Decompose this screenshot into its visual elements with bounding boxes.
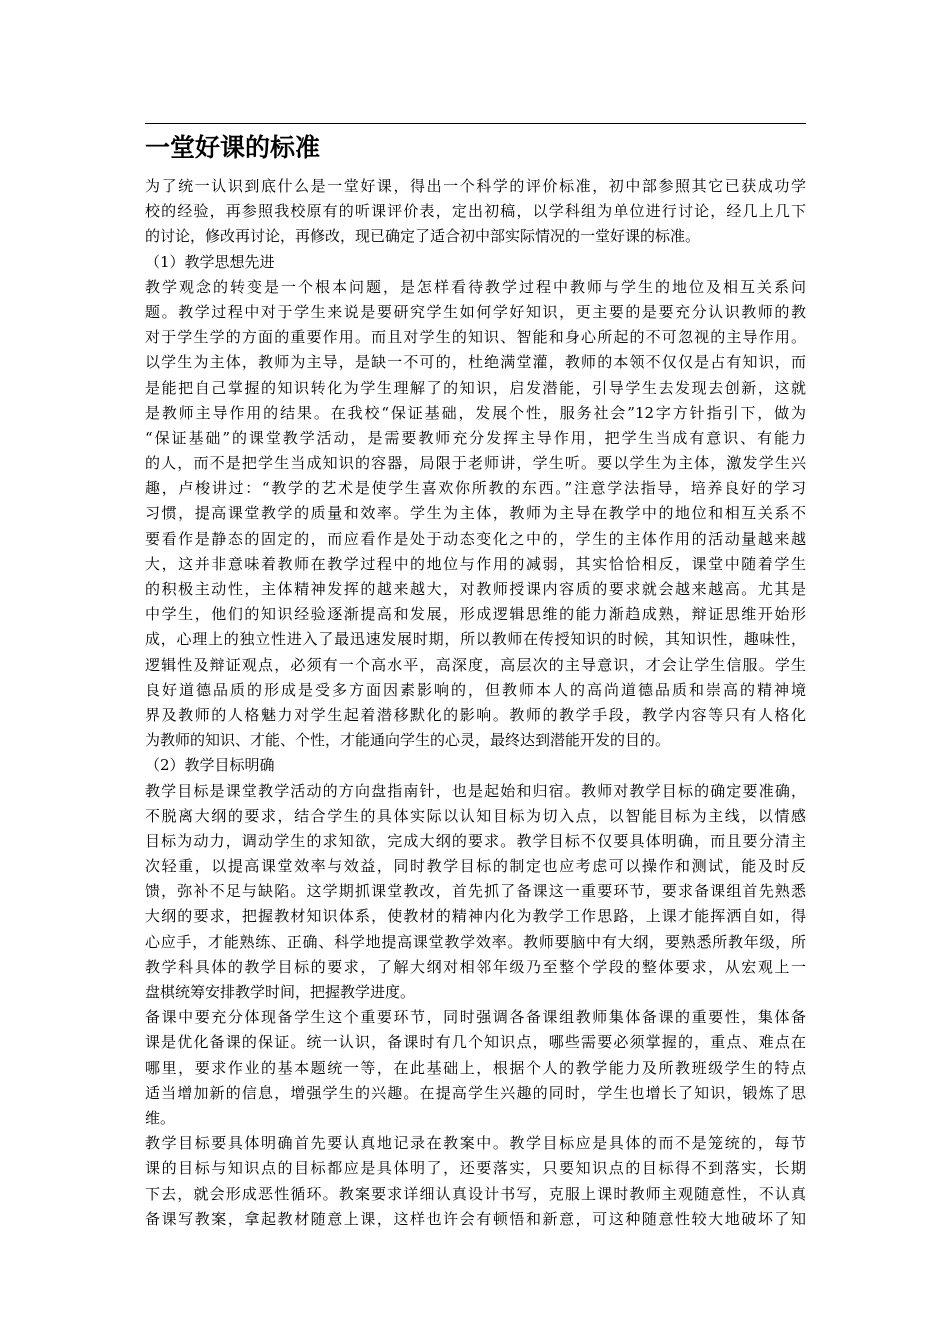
text-line: 是能把自己掌握的知识转化为学生理解了的知识，启发潜能，引导学生去发现去创新，这就 xyxy=(145,378,806,397)
text-line: 习惯，提高课堂教学的质量和效率。学生为主体，教师为主导在教学中的地位和相互关系不 xyxy=(145,504,806,523)
text-line: 是教师主导作用的结果。在我校“保证基础，发展个性，服务社会”12字方针指引下，做为 xyxy=(145,403,806,422)
text-line: 课的目标与知识点的目标都应是具体明了，还要落实，只要知识点的目标得不到落实，长期 xyxy=(145,1159,806,1178)
text-line: 备课写教案，拿起教材随意上课，这样也许会有顿悟和新意，可这种随意性较大地破坏了知 xyxy=(145,1209,806,1228)
text-line: 不脱离大纲的要求，结合学生的具体实际以认知目标为切入点，以智能目标为主线，以情感 xyxy=(145,806,806,825)
text-line: 大，这并非意味着教师在教学过程中的地位与作用的减弱，其实恰恰相反，课堂中随着学生 xyxy=(145,554,806,573)
text-line: 以学生为主体，教师为主导，是缺一不可的，杜绝满堂灌，教师的本领不仅仅是占有知识，而 xyxy=(145,353,806,372)
text-line: 中学生，他们的知识经验逐渐提高和发展，形成逻辑思维的能力渐趋成熟，辩证思维开始形 xyxy=(145,605,806,624)
text-line: 趣，卢梭讲过：“教学的艺术是使学生喜欢你所教的东西。”注意学法指导，培养良好的学习 xyxy=(145,479,806,498)
text-line: 教学科具体的教学目标的要求，了解大纲对相邻年级乃至整个学段的整体要求，从宏观上一 xyxy=(145,957,806,976)
text-line: 教学目标是课堂教学活动的方向盘指南针，也是起始和归宿。教师对教学目标的确定要准确， xyxy=(145,781,806,800)
text-line: 大纲的要求，把握教材知识体系，使教材的精神内化为教学工作思路，上课才能挥洒自如，得 xyxy=(145,907,806,926)
text-line: 的人，而不是把学生当成知识的容器，局限于老师讲，学生听。要以学生为主体，激发学生兴 xyxy=(145,454,806,473)
text-line: 为了统一认识到底什么是一堂好课，得出一个科学的评价标准，初中部参照其它已获成功学 xyxy=(145,177,806,195)
text-line: 维。 xyxy=(145,1108,176,1127)
text-line: 课是优化备课的保证。统一认识，备课时有几个知识点，哪些需要必须掌握的，重点、难点在 xyxy=(145,1033,806,1052)
text-line: 的积极主动性，主体精神发挥的越来越大，对教师授课内容质的要求就会越来越高。尤其是 xyxy=(145,580,806,598)
text-line: 良好道德品质的形成是受多方面因素影响的，但教师本人的高尚道德品质和崇高的精神境 xyxy=(145,680,806,699)
text-line: 目标为动力，调动学生的求知欲，完成大纲的要求。教学目标不仅要具体明确，而且要分清主 xyxy=(145,831,806,850)
header-rule xyxy=(145,123,806,124)
text-line: 要看作是静态的固定的，而应看作是处于动态变化之中的，学生的主体作用的活动量越来越 xyxy=(145,529,806,548)
section-heading: （1）教学思想先进 xyxy=(145,252,275,271)
text-line: 心应手，才能熟练、正确、科学地提高课堂教学效率。教师要脑中有大纲，要熟悉所教年级，所 xyxy=(145,932,806,951)
text-line: 教学目标要具体明确首先要认真地记录在教案中。教学目标应是具体的而不是笼统的，每节 xyxy=(145,1134,806,1153)
text-line: 逻辑性及辩证观点，必须有一个高水平，高深度，高层次的主导意识，才会让学生信服。学生 xyxy=(145,655,806,674)
text-line: 对于学生学的方面的重要作用。而且对学生的知识、智能和身心所起的不可忽视的主导作用。 xyxy=(145,328,806,347)
text-line: “保证基础”的课堂教学活动，是需要教师充分发挥主导作用，把学生当成有意识、有能力 xyxy=(145,428,806,447)
text-line: 教学观念的转变是一个根本问题，是怎样看待教学过程中教师与学生的地位及相互关系问 xyxy=(145,277,806,296)
document-body xyxy=(145,174,806,1232)
text-line: 界及教师的人格魅力对学生起着潜移默化的影响。教师的教学手段，教学内容等只有人格化 xyxy=(145,705,806,724)
text-line: 备课中要充分体现备学生这个重要环节，同时强调各备课组教师集体备课的重要性，集体备 xyxy=(145,1008,806,1027)
text-line: 为教师的知识、才能、个性，才能通向学生的心灵，最终达到潜能开发的目的。 xyxy=(145,731,671,750)
text-line: 次轻重，以提高课堂效率与效益，同时教学目标的制定也应考虑可以操作和测试，能及时反 xyxy=(145,857,806,876)
text-line: 适当增加新的信息，增强学生的兴趣。在提高学生兴趣的同时，学生也增长了知识，锻炼了思 xyxy=(145,1083,806,1102)
text-line: 校的经验，再参照我校原有的听课评价表，定出初稿，以学科组为单位进行讨论，经几上几下 xyxy=(145,202,806,221)
section-heading: （2）教学目标明确 xyxy=(145,756,275,775)
text-line: 题。教学过程中对于学生来说是要研究学生如何学好知识，更主要的是要充分认识教师的教 xyxy=(145,302,806,321)
text-line: 的讨论，修改再讨论，再修改，现已确定了适合初中部实际情况的一堂好课的标准。 xyxy=(145,227,701,246)
text-line: 成，心理上的独立性进入了最迅速发展时期，所以教师在传授知识的时候，其知识性，趣味性， xyxy=(145,630,806,649)
text-line: 盘棋统筹安排教学时间，把握教学进度。 xyxy=(145,983,416,1001)
text-line: 哪里，要求作业的基本题统一等，在此基础上，根据个人的教学能力及所教班级学生的特点 xyxy=(145,1058,806,1077)
text-line: 下去，就会形成恶性循环。教案要求详细认真设计书写，克服上课时教师主观随意性，不认真 xyxy=(145,1184,806,1203)
page-title: 一堂好课的标准 xyxy=(145,133,321,162)
text-line: 馈，弥补不足与缺陷。这学期抓课堂教改，首先抓了备课这一重要环节，要求备课组首先熟悉 xyxy=(145,882,806,901)
